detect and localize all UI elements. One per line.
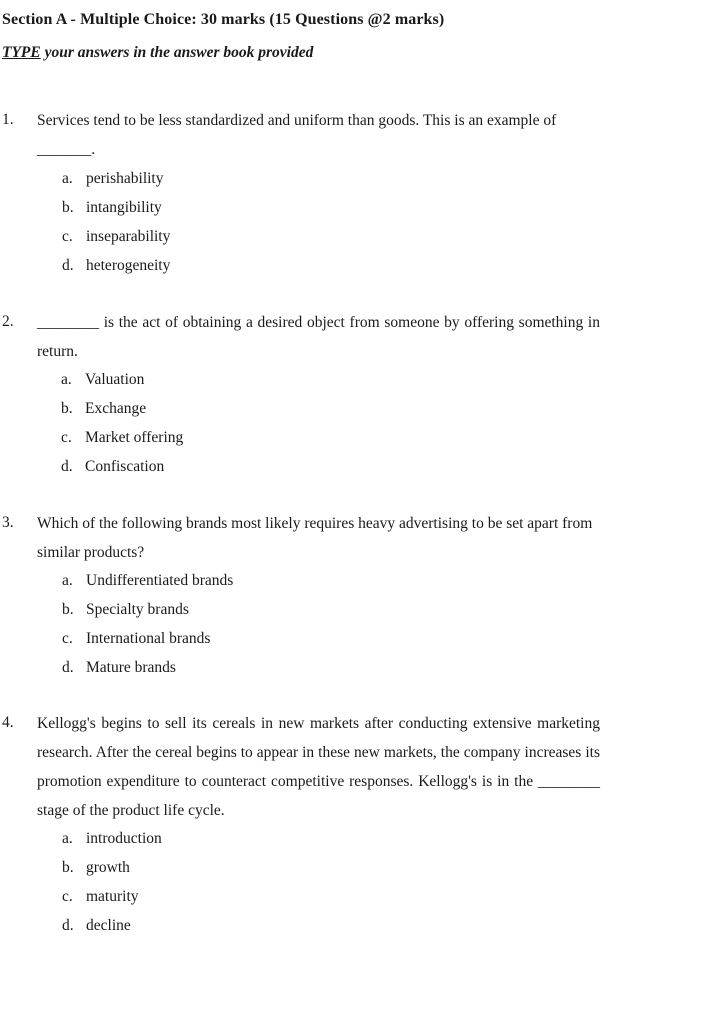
option-text: Specialty brands [86,601,189,618]
option-a [62,830,162,848]
instruction-type-word: TYPE [2,44,41,61]
question-stem: Services tend to be less standardized and uniform than goods. This is an example of [37,112,557,129]
option-text: Confiscation [85,458,165,475]
option-letter: c. [62,630,73,647]
question-number: 1. [2,111,14,128]
option-d [62,917,131,935]
question-number: 2. [2,313,14,330]
option-letter: d. [62,257,74,274]
option-letter: a. [62,572,73,589]
option-text: maturity [86,888,139,905]
question-stem-end: . [91,141,96,158]
option-letter: d. [61,458,73,475]
option-b [62,859,130,877]
question-text: Which of the following brands most likely requires heavy advertising to be set apart from similar products? [37,515,593,561]
option-letter: b. [62,199,74,216]
option-text: introduction [86,830,162,847]
option-text: intangibility [86,199,162,216]
option-letter: a. [61,371,72,388]
option-text: perishability [86,170,164,187]
question-text [37,709,600,825]
instruction-rest: your answers in the answer book provided [40,44,314,61]
option-d [62,257,170,275]
option-b [62,199,162,217]
option-text: heterogeneity [86,257,171,274]
option-letter: d. [62,917,74,934]
option-letter: b. [61,400,73,417]
answer-blank: ________ [37,314,99,331]
section-instruction [2,44,313,62]
option-text: Market offering [85,429,184,446]
option-text: International brands [86,630,211,647]
option-d [61,458,164,476]
option-letter: b. [62,859,74,876]
option-text: decline [86,917,131,934]
option-text: Undifferentiated brands [86,572,234,589]
option-text: growth [86,859,130,876]
option-letter: c. [62,888,73,905]
option-letter: c. [62,228,73,245]
question-number: 3. [2,514,14,531]
section-heading: Section A - Multiple Choice: 30 marks (15 Questions @2 marks) [2,11,445,28]
question-stem: Kellogg's begins to sell its cereals in new markets after conducting extensive marketing research. After the cereal begins to appear in these new markets, the company increases its promotion expenditure to counteract competitive responses. Kellogg's is in the [37,715,600,790]
option-letter: b. [62,601,74,618]
answer-blank: _______ [37,141,92,158]
option-d [62,659,176,677]
option-c [61,429,183,447]
option-letter: a. [62,830,73,847]
option-b [62,601,189,619]
option-letter: d. [62,659,74,676]
option-letter: a. [62,170,73,187]
option-c [62,888,139,906]
option-text: Valuation [85,371,145,388]
question-number: 4. [2,714,14,731]
option-a [62,170,164,188]
question-stem-end: stage of the product life cycle. [37,802,225,819]
option-b [61,400,146,418]
option-c [62,630,210,648]
option-letter: c. [61,429,72,446]
option-text: inseparability [86,228,171,245]
answer-blank: ________ [538,773,600,790]
option-text: Mature brands [86,659,176,676]
question-text [37,308,600,366]
option-text: Exchange [85,400,147,417]
option-a [62,572,233,590]
option-a [61,371,144,389]
question-stem: is the act of obtaining a desired object from someone by offering something in return. [37,314,600,360]
question-text [37,106,600,164]
option-c [62,228,170,246]
